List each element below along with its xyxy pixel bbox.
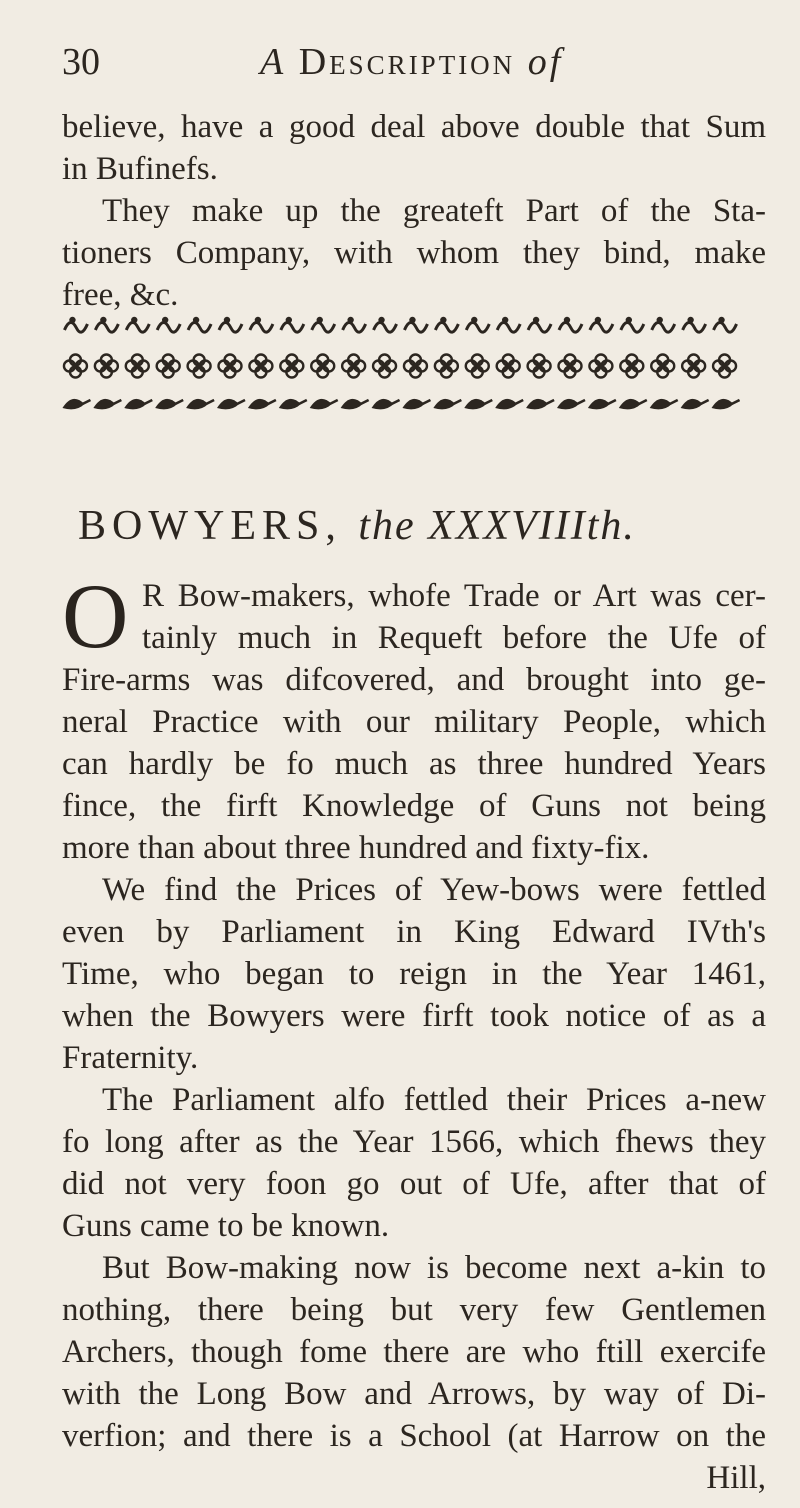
ornament-graphic bbox=[60, 308, 740, 428]
fleuron-quatrefoil bbox=[682, 355, 705, 378]
fleuron-leaf bbox=[619, 399, 647, 409]
fleuron-sprig bbox=[404, 317, 427, 332]
fleuron-leaf bbox=[681, 399, 709, 409]
page-number: 30 bbox=[62, 41, 100, 83]
fleuron-quatrefoil bbox=[404, 355, 427, 378]
fleuron-quatrefoil bbox=[559, 355, 582, 378]
fleuron-sprig bbox=[188, 317, 211, 332]
fleuron-leaf bbox=[557, 399, 585, 409]
body-line: Guns came to be known. bbox=[62, 1208, 390, 1244]
fleuron-quatrefoil bbox=[589, 355, 612, 378]
body-line: when the Bowyers were firft took notice of as a bbox=[62, 998, 766, 1034]
fleuron-quatrefoil bbox=[249, 355, 272, 378]
fleuron-leaf bbox=[341, 399, 369, 409]
fleuron-quatrefoil bbox=[157, 355, 180, 378]
intro-line: believe, have a good deal above double that Sum bbox=[62, 109, 766, 145]
fleuron-leaf bbox=[650, 399, 678, 409]
fleuron-sprig bbox=[95, 317, 118, 332]
fleuron-sprig bbox=[497, 317, 520, 332]
fleuron-leaf bbox=[310, 399, 338, 409]
fleuron-leaf bbox=[279, 399, 307, 409]
intro-line: tioners Company, with whom they bind, make bbox=[62, 235, 766, 271]
fleuron-sprig bbox=[466, 317, 489, 332]
fleuron-quatrefoil bbox=[651, 355, 674, 378]
fleuron-quatrefoil bbox=[64, 355, 87, 378]
fleuron-quatrefoil bbox=[342, 355, 365, 378]
fleuron-sprig bbox=[652, 317, 675, 332]
fleuron-quatrefoil bbox=[126, 355, 149, 378]
fleuron-leaf bbox=[526, 399, 554, 409]
fleuron-leaf bbox=[124, 399, 152, 409]
fleuron-sprig bbox=[157, 317, 180, 332]
fleuron-leaf bbox=[62, 399, 90, 409]
body-line: nothing, there being but very few Gentlemen bbox=[62, 1292, 766, 1328]
fleuron-leaf bbox=[433, 399, 461, 409]
fleuron-sprig bbox=[312, 317, 335, 332]
fleuron-leaf bbox=[402, 399, 430, 409]
intro-line: in Bufinefs. bbox=[62, 151, 218, 187]
fleuron-quatrefoil bbox=[188, 355, 211, 378]
body-line: Time, who began to reign in the Year 1461, bbox=[62, 956, 766, 992]
fleuron-leaf bbox=[186, 399, 214, 409]
body-line: did not very foon go out of Ufe, after that of bbox=[62, 1166, 766, 1202]
fleuron-quatrefoil bbox=[713, 355, 736, 378]
running-title-description: Description bbox=[298, 41, 516, 83]
body-line: Fraternity. bbox=[62, 1040, 199, 1076]
fleuron-leaf bbox=[588, 399, 616, 409]
body-line: tainly much in Requeft before the Ufe of bbox=[142, 620, 766, 656]
running-title-of: of bbox=[527, 41, 564, 83]
fleuron-leaf bbox=[495, 399, 523, 409]
section-heading-ordinal: the XXXVIIIth. bbox=[358, 503, 636, 549]
fleuron-quatrefoil bbox=[219, 355, 242, 378]
body-line: with the Long Bow and Arrows, by way of Di- bbox=[62, 1376, 766, 1412]
fleuron-sprig bbox=[559, 317, 582, 332]
fleuron-leaf bbox=[155, 399, 183, 409]
body-line: can hardly be fo much as three hundred Years bbox=[62, 746, 766, 782]
body-line: even by Parliament in King Edward IVth's bbox=[62, 914, 766, 950]
body-line: The Parliament alfo fettled their Prices a-new bbox=[102, 1082, 766, 1118]
fleuron-leaf bbox=[217, 399, 245, 409]
body-line: verfion; and there is a School (at Harrow on the bbox=[62, 1418, 766, 1454]
fleuron-sprig bbox=[590, 317, 613, 332]
fleuron-leaf bbox=[464, 399, 492, 409]
fleuron-sprig bbox=[528, 317, 551, 332]
body-line: Fire-arms was difcovered, and brought into ge- bbox=[62, 662, 766, 698]
section-heading bbox=[78, 500, 758, 552]
body-line: But Bow-making now is become next a-kin to bbox=[102, 1250, 766, 1286]
fleuron-sprig bbox=[126, 317, 149, 332]
section-heading-main: BOWYERS, bbox=[78, 503, 342, 549]
ornament-band bbox=[60, 308, 740, 428]
fleuron-quatrefoil bbox=[497, 355, 520, 378]
drop-cap: O bbox=[62, 565, 129, 667]
fleuron-sprig bbox=[714, 317, 737, 332]
fleuron-sprig bbox=[374, 317, 397, 332]
fleuron-sprig bbox=[250, 317, 273, 332]
running-head bbox=[62, 38, 762, 86]
fleuron-leaf bbox=[93, 399, 121, 409]
fleuron-sprig bbox=[621, 317, 644, 332]
fleuron-quatrefoil bbox=[95, 355, 118, 378]
body-line: Archers, though fome there are who ftill exercife bbox=[62, 1334, 766, 1370]
fleuron-quatrefoil bbox=[435, 355, 458, 378]
fleuron-leaf bbox=[248, 399, 276, 409]
fleuron-quatrefoil bbox=[620, 355, 643, 378]
body-line: R Bow-makers, whofe Trade or Art was cer- bbox=[142, 578, 766, 614]
intro-line: They make up the greateft Part of the Sta- bbox=[102, 193, 766, 229]
intro-line: free, &c. bbox=[62, 277, 179, 313]
body-line: We find the Prices of Yew-bows were fettled bbox=[102, 872, 766, 908]
body-text bbox=[62, 565, 766, 1499]
body-line: fince, the firft Knowledge of Guns not being bbox=[62, 788, 766, 824]
running-title-a: A bbox=[260, 41, 287, 83]
body-line: more than about three hundred and fixty-fix. bbox=[62, 830, 650, 866]
fleuron-quatrefoil bbox=[466, 355, 489, 378]
body-line: neral Practice with our military People, which bbox=[62, 704, 766, 740]
fleuron-quatrefoil bbox=[311, 355, 334, 378]
running-title bbox=[260, 38, 563, 86]
fleuron-sprig bbox=[435, 317, 458, 332]
fleuron-quatrefoil bbox=[373, 355, 396, 378]
fleuron-quatrefoil bbox=[528, 355, 551, 378]
fleuron-leaf bbox=[712, 399, 740, 409]
fleuron-leaf bbox=[372, 399, 400, 409]
fleuron-sprig bbox=[683, 317, 706, 332]
fleuron-sprig bbox=[219, 317, 242, 332]
fleuron-sprig bbox=[343, 317, 366, 332]
body-line: Hill, bbox=[706, 1460, 766, 1496]
intro-paragraph bbox=[62, 106, 766, 316]
fleuron-sprig bbox=[64, 317, 87, 332]
body-line: fo long after as the Year 1566, which fhews they bbox=[62, 1124, 766, 1160]
fleuron-quatrefoil bbox=[280, 355, 303, 378]
fleuron-sprig bbox=[281, 317, 304, 332]
